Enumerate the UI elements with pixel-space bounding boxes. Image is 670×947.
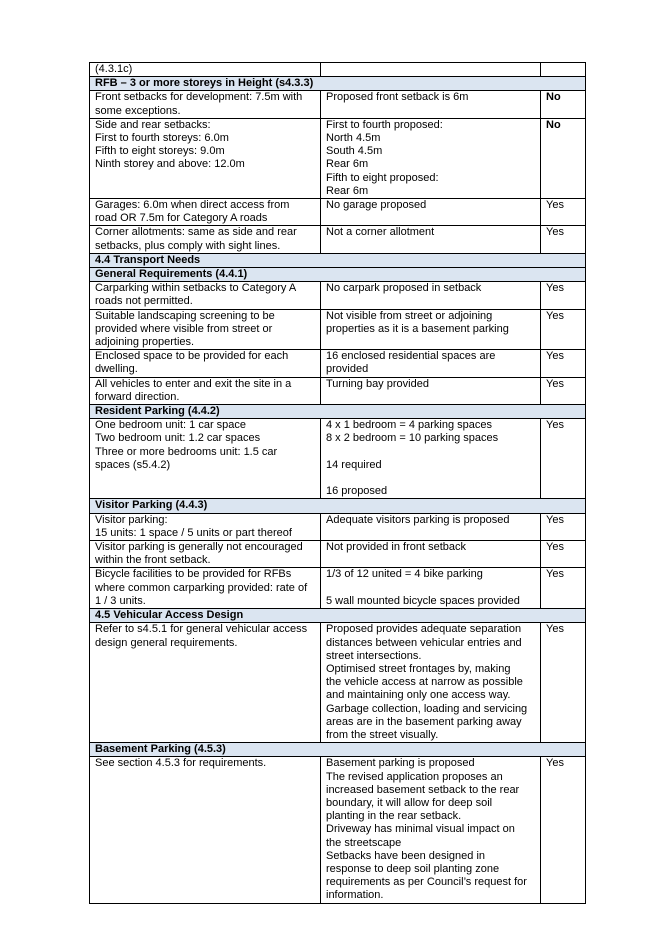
section-heading-row [90,77,586,91]
cell-text-line: No [546,91,561,104]
cell-text-line: Two bedroom unit: 1.2 car spaces [95,432,261,445]
cell-text-line [326,472,540,485]
cell-text-line: 1 / 3 units. [95,594,146,607]
cell-text-line: provided where visible from street or [95,322,273,335]
control-cell [90,377,321,404]
cell-text-line: the vehicle access at narrow as possible [326,676,523,689]
cell-text-line: Yes [546,377,564,390]
cell-text-line: dwelling. [95,363,138,376]
cell-text-line: adjoining properties. [95,336,195,349]
compliance-cell [541,309,586,350]
cell-text-line: Yes [546,309,564,322]
compliance-cell [541,199,586,226]
cell-text-line: street intersections. [326,649,422,662]
control-cell [90,541,321,568]
cell-text-line: where common carparking provided: rate of [95,581,308,594]
cell-text-line: 14 required [326,458,382,471]
proposal-cell [321,350,541,377]
cell-text-line: boundary, it will allow for deep soil [326,796,493,809]
proposal-cell [321,226,541,253]
subsection-heading: Resident Parking (4.4.2) [90,405,586,419]
cell-text-line: Driveway has minimal visual impact on [326,823,515,836]
cell-text-line: 4 x 1 bedroom = 4 parking spaces [326,419,493,432]
cell-text-line: areas are in the basement parking away [326,715,522,728]
cell-text-line: Side and rear setbacks: [95,118,211,131]
cell-text-line: 16 enclosed residential spaces are [326,350,496,363]
compliance-cell [541,350,586,377]
table-row [90,419,586,499]
subsection-heading: Visitor Parking (4.4.3) [90,499,586,513]
control-cell [90,199,321,226]
compliance-cell [541,513,586,540]
cell-text-line: See section 4.5.3 for requirements. [95,757,267,770]
cell-text-line: 5 wall mounted bicycle spaces provided [326,594,520,607]
cell-text-line [326,63,540,76]
cell-text-line: from the street visually. [326,728,439,741]
cell-text-line: Yes [546,226,564,239]
table-row [90,757,586,903]
cell-text-line: Fifth to eight proposed: [326,171,439,184]
subsection-heading: Basement Parking (4.5.3) [90,743,586,757]
cell-text-line: and maintaining only one access way. [326,689,511,702]
cell-text-line: the streetscape [326,836,402,849]
table-row [90,350,586,377]
compliance-cell [541,568,586,609]
control-cell [90,513,321,540]
control-cell [90,350,321,377]
cell-text-line [546,63,585,76]
cell-text-line: Carparking within setbacks to Category A [95,282,297,295]
cell-text-line: requirements as per Council’s request for [326,876,527,889]
cell-text-line: Proposed front setback is 6m [326,91,469,104]
cell-text-line: Yes [546,513,564,526]
cell-text-line: Yes [546,568,564,581]
cell-text-line: No [546,118,561,131]
cell-text-line: Yes [546,419,564,432]
control-cell [90,568,321,609]
cell-text-line: 8 x 2 bedroom = 10 parking spaces [326,432,499,445]
cell-text-line: provided [326,363,369,376]
cell-text-line: roads not permitted. [95,295,193,308]
cell-text-line: First to fourth proposed: [326,118,443,131]
control-cell [90,282,321,309]
proposal-cell [321,91,541,118]
table-row [90,282,586,309]
proposal-cell [321,568,541,609]
subsection-heading-row [90,268,586,282]
cell-text-line [326,582,540,595]
control-cell [90,309,321,350]
cell-text-line: Rear 6m [326,158,369,171]
table-row [90,226,586,253]
cell-text-line: Visitor parking is generally not encouraged [95,541,303,554]
cell-text-line: Rear 6m [326,184,369,197]
cell-text-line: All vehicles to enter and exit the site in a [95,377,292,390]
subsection-heading-row [90,743,586,757]
compliance-cell [541,757,586,903]
cell-text-line: 15 units: 1 space / 5 units or part thereof [95,526,292,539]
proposal-cell [321,377,541,404]
cell-text-line: Yes [546,623,564,636]
cell-text-line: No garage proposed [326,199,427,212]
section-heading-row [90,609,586,623]
cell-text-line: Setbacks have been designed in [326,849,486,862]
cell-text-line: The revised application proposes an [326,770,503,783]
cell-text-line: Yes [546,541,564,554]
compliance-cell [541,377,586,404]
proposal-cell [321,757,541,903]
control-cell [90,757,321,903]
proposal-cell [321,513,541,540]
proposal-cell [321,199,541,226]
table-row [90,541,586,568]
section-heading-row [90,253,586,267]
cell-text-line: Not provided in front setback [326,541,467,554]
cell-text-line: within the front setback. [95,554,211,567]
cell-text-line: One bedroom unit: 1 car space [95,419,247,432]
cell-text-line: 1/3 of 12 united = 4 bike parking [326,568,483,581]
cell-text-line: Suitable landscaping screening to be [95,309,275,322]
subsection-heading: General Requirements (4.4.1) [90,268,586,282]
compliance-cell [541,91,586,118]
compliance-cell [541,623,586,743]
section-heading: 4.5 Vehicular Access Design [90,609,586,623]
table-row [90,513,586,540]
section-heading: RFB – 3 or more storeys in Height (s4.3.3) [90,77,586,91]
compliance-cell [541,226,586,253]
table-row [90,199,586,226]
cell-text-line: Bicycle facilities to be provided for RFBs [95,568,292,581]
cell-text-line: forward direction. [95,390,180,403]
cell-text-line: 16 proposed [326,485,388,498]
control-cell [90,226,321,253]
cell-text-line: Yes [546,282,564,295]
cell-text-line: design general requirements. [95,636,238,649]
cell-text-line: response to deep soil planting zone [326,862,500,875]
cell-text-line: Not a corner allotment [326,226,435,239]
control-cell [90,419,321,499]
subsection-heading-row [90,405,586,419]
cell-text-line: South 4.5m [326,145,383,158]
compliance-cell [541,63,586,77]
cell-text-line: road OR 7.5m for Category A roads [95,212,268,225]
table-row [90,118,586,198]
cell-text-line: Garbage collection, loading and servicing [326,702,528,715]
cell-text-line: spaces (s5.4.2) [95,458,171,471]
section-heading: 4.4 Transport Needs [90,253,586,267]
proposal-cell [321,541,541,568]
cell-text-line: information. [326,889,384,902]
proposal-cell [321,63,541,77]
cell-text-line: Adequate visitors parking is proposed [326,513,510,526]
cell-text-line: planting in the rear setback. [326,810,462,823]
cell-text-line: Fifth to eight storeys: 9.0m [95,145,225,158]
cell-text-line: Yes [546,350,564,363]
table-row [90,623,586,743]
cell-text-line: Refer to s4.5.1 for general vehicular access [95,623,308,636]
cell-text-line: Yes [546,757,564,770]
table-row [90,63,586,77]
proposal-cell [321,282,541,309]
cell-text-line: Ninth storey and above: 12.0m [95,158,245,171]
cell-text-line: (4.3.1c) [95,63,133,75]
subsection-heading-row [90,499,586,513]
cell-text-line: Front setbacks for development: 7.5m with [95,91,303,104]
cell-text-line: increased basement setback to the rear [326,783,520,796]
table-row [90,377,586,404]
cell-text-line: properties as it is a basement parking [326,322,509,335]
table-row [90,309,586,350]
controls-compliance-table [89,62,586,904]
table-row [90,91,586,118]
control-cell [90,623,321,743]
proposal-cell [321,118,541,198]
control-cell [90,91,321,118]
cell-text-line: Proposed provides adequate separation [326,623,522,636]
cell-text-line: First to fourth storeys: 6.0m [95,132,229,145]
control-cell [90,118,321,198]
cell-text-line: No carpark proposed in setback [326,282,482,295]
proposal-cell [321,623,541,743]
cell-text-line: Corner allotments: same as side and rear [95,226,297,239]
cell-text-line: Optimised street frontages by, making [326,662,511,675]
cell-text-line [326,446,540,459]
control-cell [90,63,321,77]
cell-text-line: Yes [546,199,564,212]
cell-text-line: Not visible from street or adjoining [326,309,493,322]
cell-text-line: Visitor parking: [95,513,168,526]
compliance-cell [541,118,586,198]
proposal-cell [321,309,541,350]
proposal-cell [321,419,541,499]
cell-text-line: some exceptions. [95,104,181,117]
compliance-cell [541,541,586,568]
cell-text-line: Enclosed space to be provided for each [95,350,289,363]
compliance-cell [541,282,586,309]
cell-text-line: Garages: 6.0m when direct access from [95,199,290,212]
cell-text-line: distances between vehicular entries and [326,636,522,649]
table-row [90,568,586,609]
cell-text-line: setbacks, plus comply with sight lines. [95,239,281,252]
cell-text-line: Turning bay provided [326,377,429,390]
cell-text-line: Three or more bedrooms unit: 1.5 car [95,445,278,458]
cell-text-line: North 4.5m [326,132,381,145]
cell-text-line: Basement parking is proposed [326,757,475,770]
compliance-cell [541,419,586,499]
